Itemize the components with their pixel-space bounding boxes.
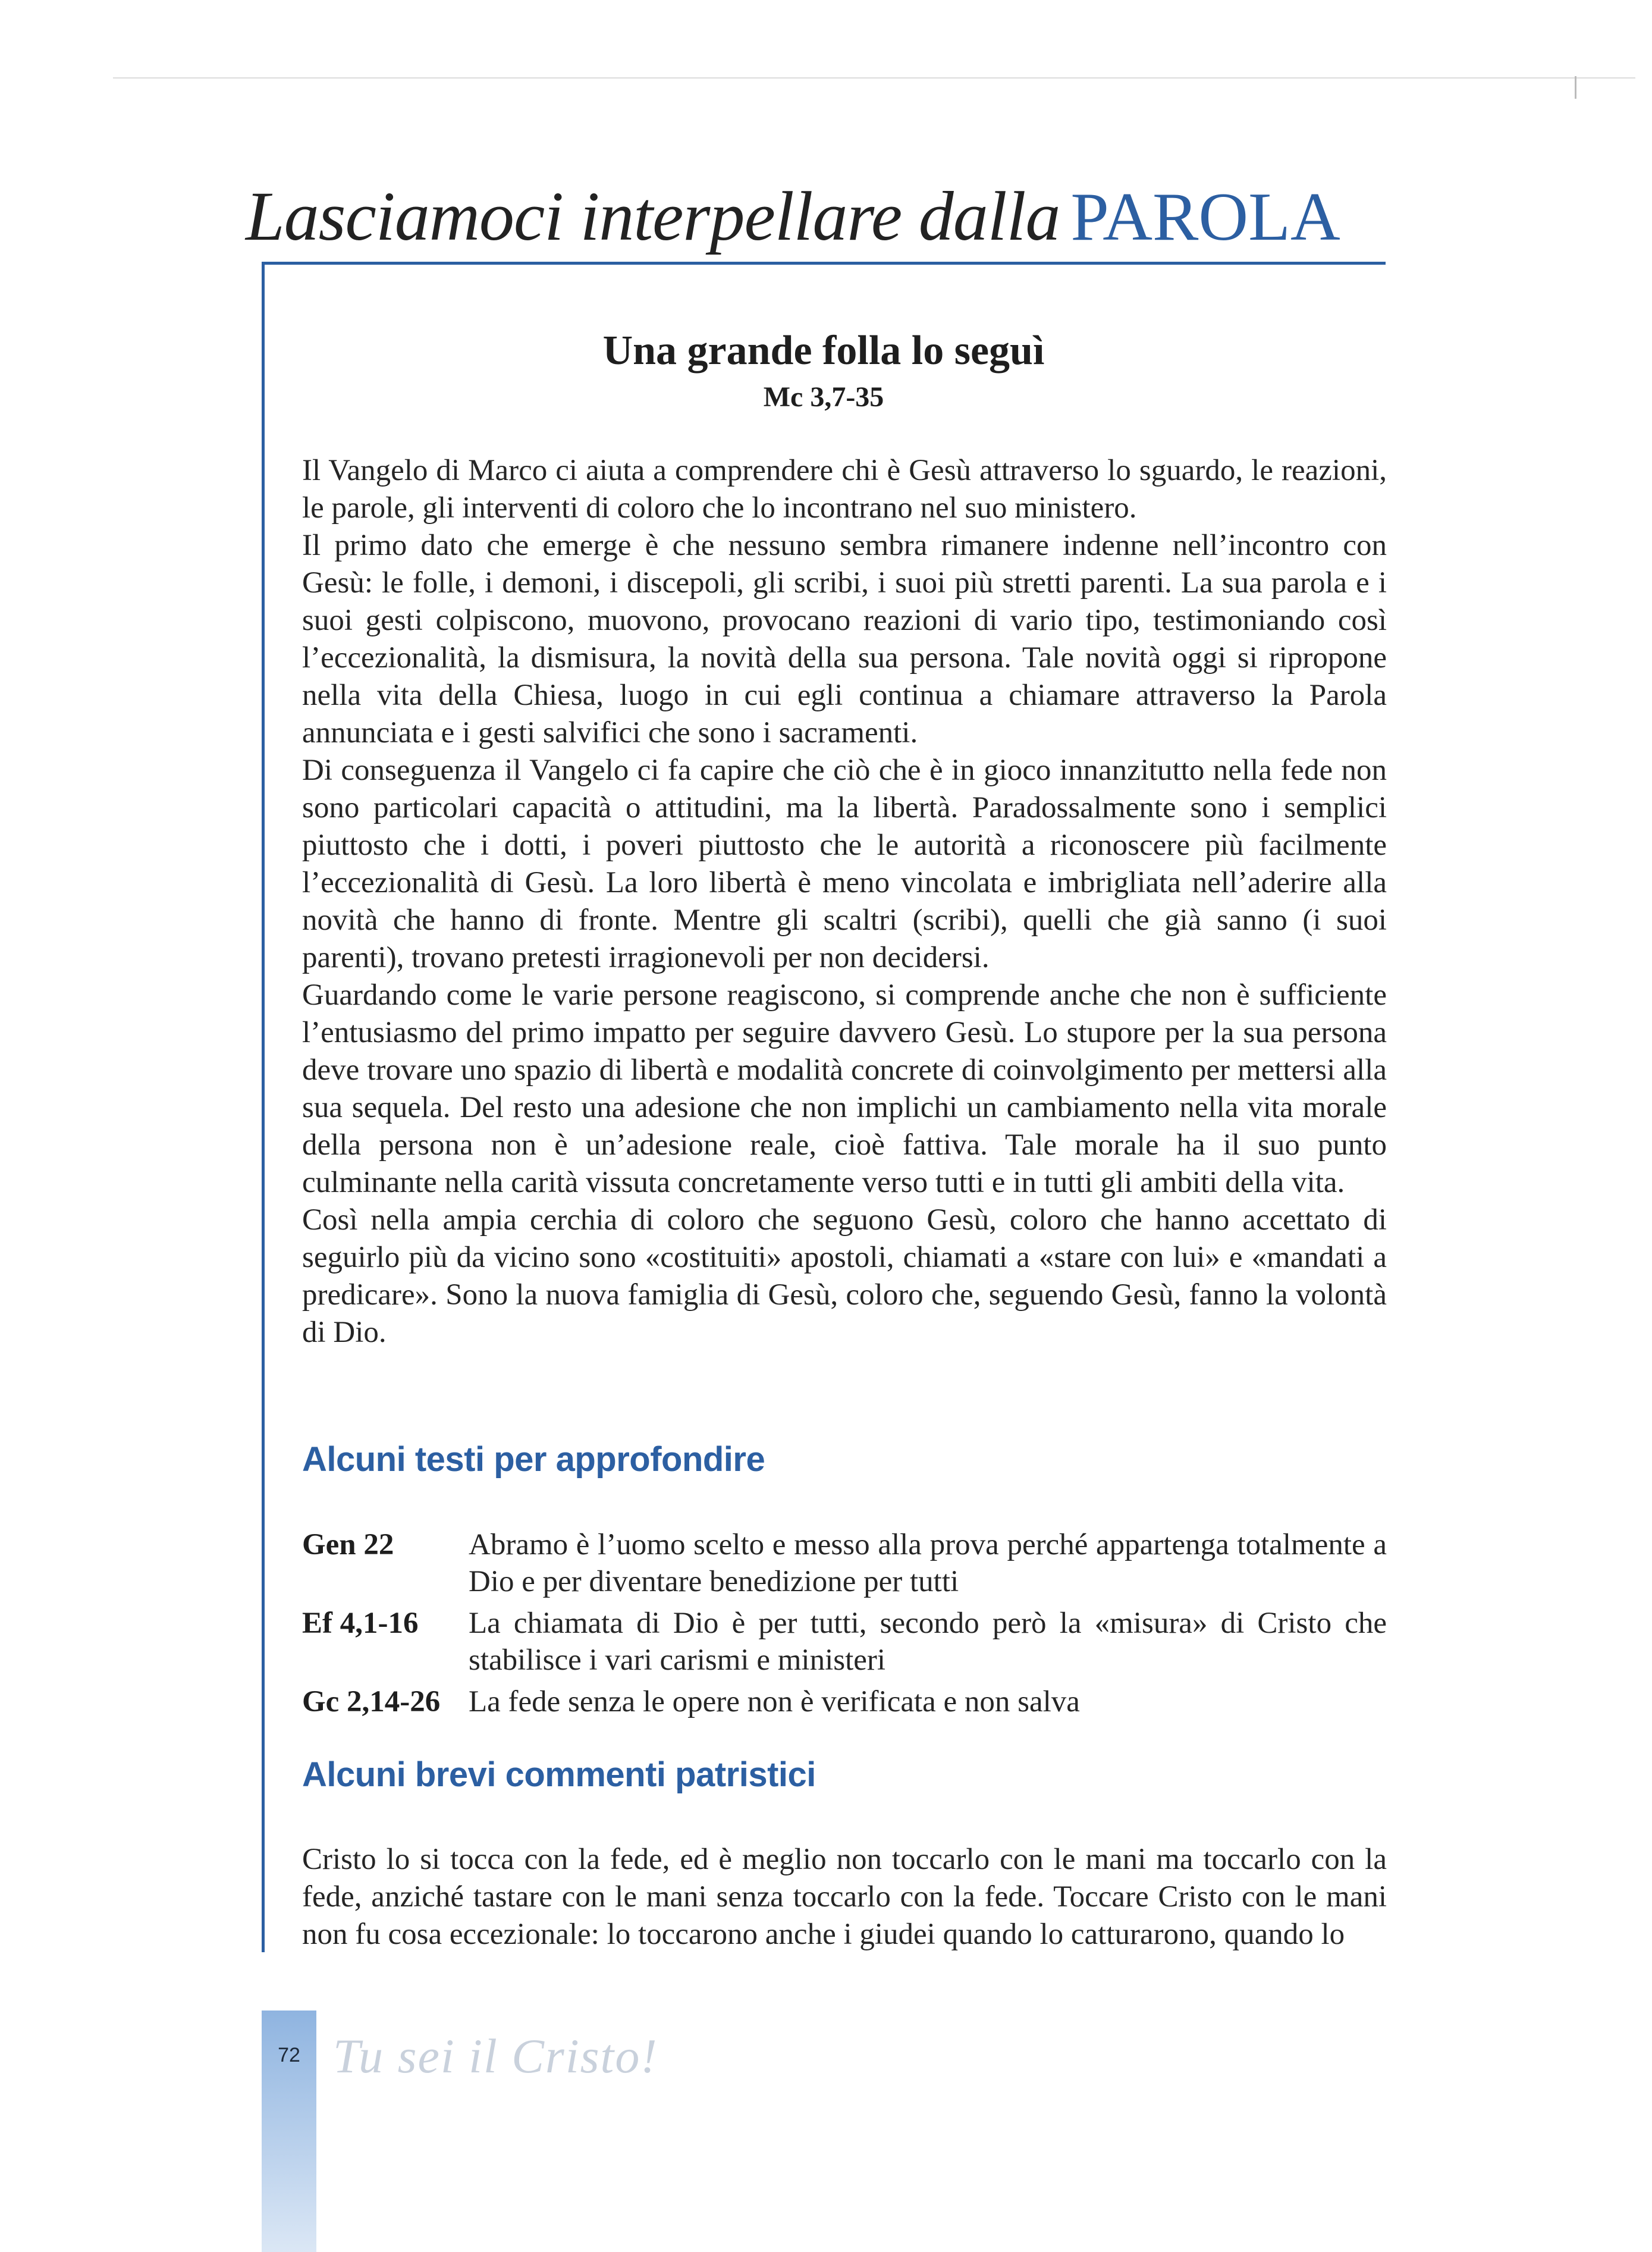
reference-code: Gen 22 [302, 1528, 394, 1561]
paragraph: Il Vangelo di Marco ci aiuta a comprendere chi è Gesù attraverso lo sguardo, le reazioni, le parole, gli interventi di coloro che lo incontrano nel suo ministero. [302, 454, 1387, 525]
paragraph: Il primo dato che emerge è che nessuno sembra rimanere indenne nell’incontro con Gesù: le folle, i demoni, i discepoli, gli scribi, i suoi più stretti parenti. La sua parola e i suoi gesti colpiscono, muovono, provocano reazioni di vario tipo, testimoniando così l’eccezionalità, la dismisura, la novità della sua persona. Tale novità oggi si ripropone nella vita della Chiesa, luogo in cui egli continua a chiamare attraverso la Parola annunciata e i gesti salvifici che sono i sacramenti. [302, 529, 1387, 749]
reference-row [302, 1526, 1387, 1600]
commentary-section-title: Alcuni brevi commenti patristici [302, 1755, 816, 1794]
paragraph: Guardando come le varie persone reagiscono, si comprende anche che non è sufficiente l’entusiasmo del primo impatto per seguire davvero Gesù. Lo stupore per la sua persona deve trovare uno spazio di libertà e modalità concrete di coinvolgimento per mettersi alla sua sequela. Del resto una adesione che non implichi un cambiamento nella vita morale della persona non è un’adesione reale, cioè fattiva. Tale morale ha il suo punto culminante nella carità vissuta concretamente verso tutti e in tutti gli ambiti della vita. [302, 978, 1387, 1199]
body-text [302, 452, 1387, 1351]
reference-code: Ef 4,1-16 [302, 1607, 419, 1640]
scan-edge-line [113, 77, 1635, 79]
reference-text: La chiamata di Dio è per tutti, secondo però la «misura» di Cristo che stabilisce i vari carismi e ministeri [469, 1607, 1387, 1677]
reference-row [302, 1605, 1387, 1679]
section-reference: Mc 3,7-35 [763, 381, 884, 413]
heading-rule [262, 262, 1386, 265]
reference-text: Abramo è l’uomo scelto e messo alla prova perché appartenga totalmente a Dio e per diventare benedizione per tutti [469, 1528, 1387, 1598]
heading-script: Lasciamoci interpellare dalla [246, 177, 1060, 255]
page-number: 72 [278, 2044, 300, 2066]
running-title: Tu sei il Cristo! [333, 2029, 658, 2083]
reference-row [302, 1683, 1387, 1720]
scan-corner-mark [1575, 76, 1576, 99]
patristic-commentary: Cristo lo si tocca con la fede, ed è meglio non toccarlo con le mani ma toccarlo con la fede, anziché tastare con le mani senza toccarlo con la fede. Toccare Cristo con le mani non fu cosa eccezionale: lo toccarono anche i giudei quando lo catturarono, quando lo [302, 1843, 1387, 1951]
texts-section-title: Alcuni testi per approfondire [302, 1440, 765, 1479]
paragraph: Di conseguenza il Vangelo ci fa capire che ciò che è in gioco innanzitutto nella fede non sono particolari capacità o attitudini, ma la libertà. Paradossalmente sono i semplici piuttosto che i dotti, i poveri piuttosto che le autorità a riconoscere più facilmente l’eccezionalità di Gesù. La loro libertà è meno vincolata e imbrigliata nell’aderire alla novità che hanno di fronte. Mentre gli scaltri (scribi), quelli che già sanno (i suoi parenti), trovano pretesti irragionevoli per non decidersi. [302, 754, 1387, 974]
paragraph: Così nella ampia cerchia di coloro che seguono Gesù, coloro che hanno accettato di seguirlo più da vicino sono «costituiti» apostoli, chiamati a «stare con lui» e «mandati a predicare». Sono la nuova famiglia di Gesù, coloro che, seguendo Gesù, fanno la volontà di Dio. [302, 1203, 1387, 1349]
bible-references [302, 1526, 1387, 1725]
left-margin-rule [262, 263, 265, 1952]
heading-word: PAROLA [1070, 179, 1340, 255]
reference-text: La fede senza le opere non è verificata e non salva [469, 1685, 1080, 1718]
reference-code: Gc 2,14-26 [302, 1685, 441, 1718]
section-title: Una grande folla lo seguì [602, 328, 1045, 374]
page-heading [246, 176, 1340, 257]
